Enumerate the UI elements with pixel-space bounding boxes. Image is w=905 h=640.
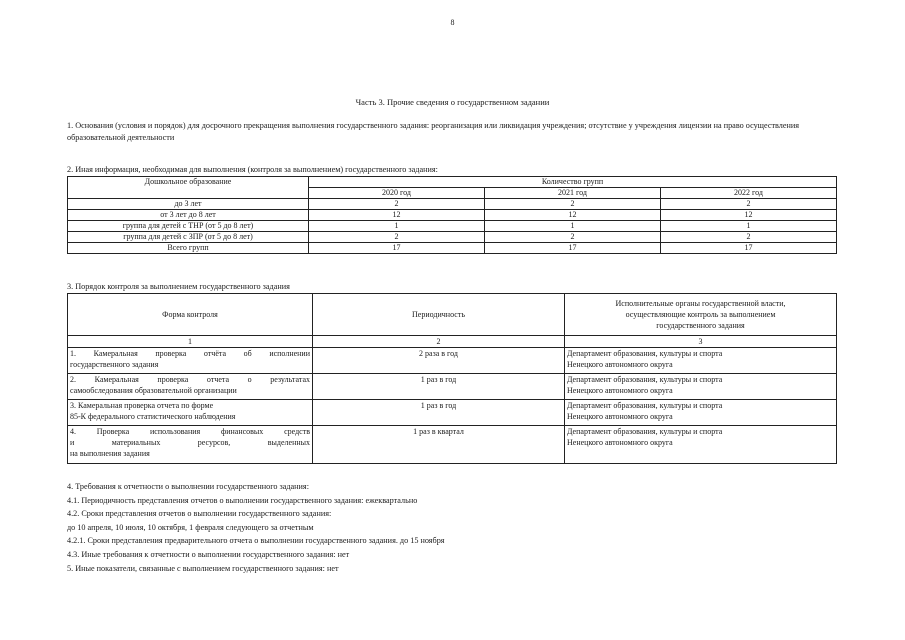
table-row [68,426,837,464]
control-form: на выполнения задания [70,449,150,458]
year-header: 2020 год [309,188,485,199]
row-value: 2 [485,199,661,210]
control-form: 3. Камеральная проверка отчета по форме [70,401,214,410]
table-row [68,348,837,374]
section-1-text: 1. Основания (условия и порядок) для досрочного прекращения выполнения государственного задания: реорганизация или ликвидация учреждения; отсутствие у учреждения лицензии на право осуществления образовательной деятельности [67,121,800,142]
row-value: 17 [485,243,661,254]
row-value: 12 [661,210,837,221]
control-org: Департамент образования, культуры и спорта [567,349,723,358]
part-title: Часть 3. Прочие сведения о государственном задании [355,97,550,107]
control-org: Ненецкого автономного округа [567,412,673,421]
control-period: 1 раз в год [313,374,565,400]
control-org: Департамент образования, культуры и спорта [567,427,723,436]
section-3-title: 3. Порядок контроля за выполнением государственного задания [67,282,290,291]
year-header: 2022 год [661,188,837,199]
list-item: 5. Иные показатели, связанные с выполнением государственного задания: нет [67,563,339,573]
control-org: Ненецкого автономного округа [567,438,673,447]
row-label: группа для детей с ЗПР (от 5 до 8 лет) [68,232,309,243]
row-value: 1 [661,221,837,232]
list-item: 4.1. Периодичность представления отчетов о выполнении государственного задания: ежеквартально [67,495,418,505]
table-row [68,400,837,426]
groups-col-header: Дошкольное образование [68,177,309,199]
row-value: 2 [309,199,485,210]
control-form: 85-К федерального статистического наблюдения [70,412,236,421]
list-item: 4. Требования к отчетности о выполнении государственного задания: [67,482,309,491]
table-row [68,210,837,221]
control-form: 4. Проверка использования финансовых средств [70,427,310,436]
control-org: Департамент образования, культуры и спорта [567,401,723,410]
control-form: 2. Камеральная проверка отчета о результатах [70,375,310,384]
page-number: 8 [450,18,455,27]
control-period: 1 раз в квартал [313,426,565,464]
control-org: Департамент образования, культуры и спорта [567,375,723,384]
table-row [68,221,837,232]
column-number: 2 [313,336,565,348]
groups-count-header: Количество групп [309,177,837,188]
row-value: 2 [309,232,485,243]
row-value: 1 [309,221,485,232]
row-label: группа для детей с ТНР (от 5 до 8 лет) [68,221,309,232]
row-value: 1 [485,221,661,232]
column-number: 1 [68,336,313,348]
control-table [67,293,837,464]
column-number: 3 [565,336,837,348]
table-row [68,243,837,254]
groups-table [67,176,837,254]
section-2-title: 2. Иная информация, необходимая для выполнения (контроля за выполнением) государственного задания: [67,165,438,174]
row-value: 17 [309,243,485,254]
year-header: 2021 год [485,188,661,199]
row-value: 2 [661,199,837,210]
reporting-requirements [67,480,847,575]
row-value: 2 [485,232,661,243]
table-row [68,232,837,243]
control-period: 2 раза в год [313,348,565,374]
control-form: самообследования образовательной организации [70,386,237,395]
control-org-header: Исполнительные органы государственной власти, осуществляющие контроль за выполнением государственного задания [565,294,837,336]
list-item: 4.3. Иные требования к отчетности о выполнении государственного задания: нет [67,549,350,559]
control-period: 1 раз в год [313,400,565,426]
row-value: 12 [485,210,661,221]
row-label: до 3 лет [68,199,309,210]
row-label: от 3 лет до 8 лет [68,210,309,221]
row-value: 12 [309,210,485,221]
list-item: до 10 апреля, 10 июля, 10 октября, 1 февраля следующего за отчетным [67,522,314,532]
control-form: и материальных ресурсов, выделенных [70,438,310,447]
row-value: 17 [661,243,837,254]
control-form: государственного задания [70,360,159,369]
table-row [68,374,837,400]
control-form: 1. Камеральная проверка отчёта об исполнении [70,349,310,358]
control-period-header: Периодичность [313,294,565,336]
row-label: Всего групп [68,243,309,254]
row-value: 2 [661,232,837,243]
list-item: 4.2. Сроки представления отчетов о выполнении государственного задания: [67,509,332,519]
list-item: 4.2.1. Сроки представления предварительного отчета о выполнении государственного задания. до 15 ноября [67,536,445,546]
control-org: Ненецкого автономного округа [567,360,673,369]
control-org: Ненецкого автономного округа [567,386,673,395]
table-row [68,199,837,210]
control-form-header: Форма контроля [68,294,313,336]
